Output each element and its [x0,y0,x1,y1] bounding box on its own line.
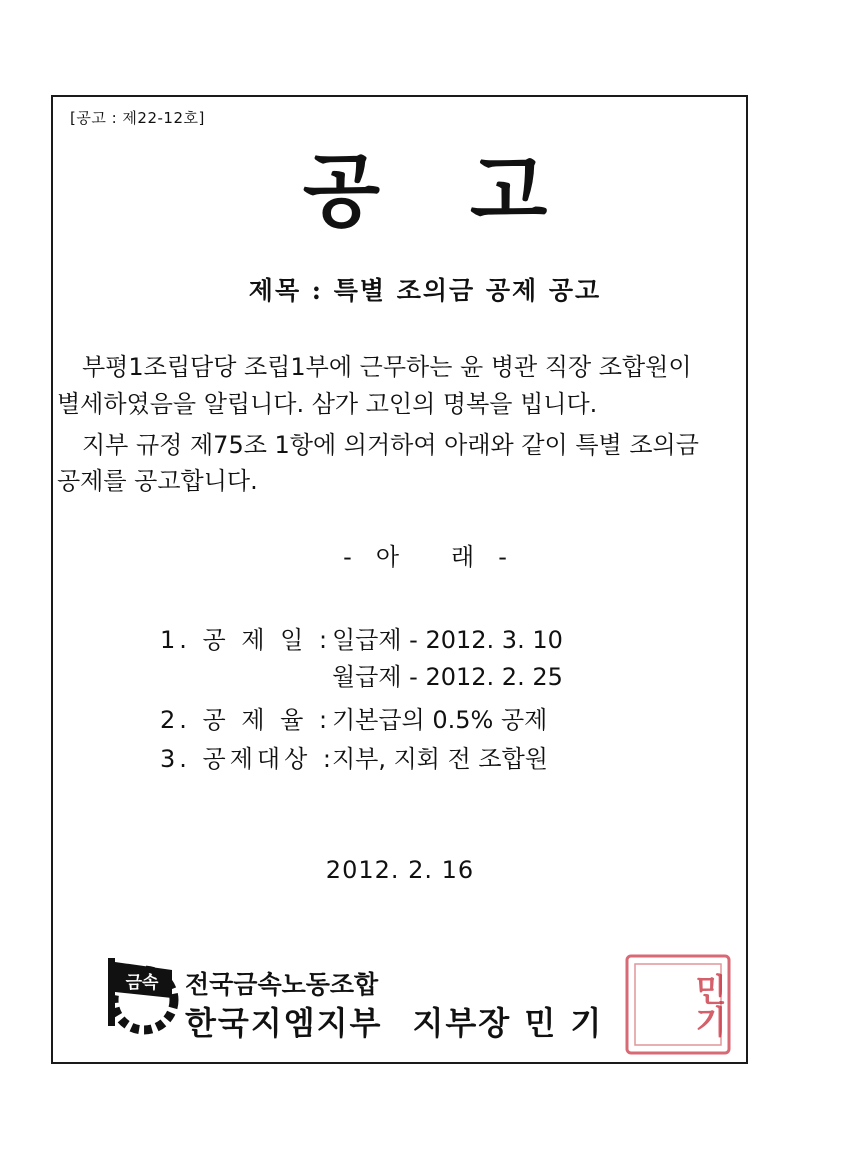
body-line-3: 지부 규정 제75조 1항에 의거하여 아래와 같이 특별 조의금 [82,431,699,459]
ah-rae-char-1: 아 [375,543,399,571]
notice-number: [공고 : 제22-12호] [70,109,205,127]
item-value: 월급제 - 2012. 2. 25 [332,663,563,691]
ah-rae-dash-right: - [498,543,507,571]
page-title [0,142,850,242]
item-row [160,657,563,692]
item-row [160,620,563,655]
notice-date: 2012. 2. 16 [325,856,475,884]
body-line-1: 부평1조립담당 조립1부에 근무하는 윤 병관 직장 조합원이 [82,353,692,381]
item-value: 일급제 - 2012. 3. 10 [332,626,563,654]
item-label: 2. 공 제 율 : [160,706,332,734]
logo-text: 금속 [125,973,159,993]
item-value: 지부, 지회 전 조합원 [332,745,548,773]
ah-rae-char-2: 래 [451,543,475,571]
seal-text: 민기 [690,972,728,1037]
subject-line: 제목 : 특별 조의금 공제 공고 [248,276,602,305]
item-value: 기본급의 0.5% 공제 [332,706,548,734]
item-row [160,739,548,774]
ah-rae-heading [0,537,850,572]
item-row [160,700,547,735]
title-char-2: 고 [470,145,548,238]
org-signature [185,998,603,1044]
union-logo-icon [100,952,180,1036]
item-label: 3. 공제대상 : [160,745,335,773]
ah-rae-dash-left: - [343,543,352,571]
body-line-4: 공제를 공고합니다. [57,467,258,495]
item-label: 1. 공 제 일 : [160,626,332,654]
org-leader: 지부장 민 기 [412,1004,604,1042]
org-name: 전국금속노동조합 [185,970,379,999]
official-seal-icon [623,952,733,1057]
title-char-1: 공 [302,145,380,238]
org-branch: 한국지엠지부 [185,1004,383,1042]
body-line-2: 별세하였음을 알립니다. 삼가 고인의 명복을 빕니다. [57,390,598,418]
